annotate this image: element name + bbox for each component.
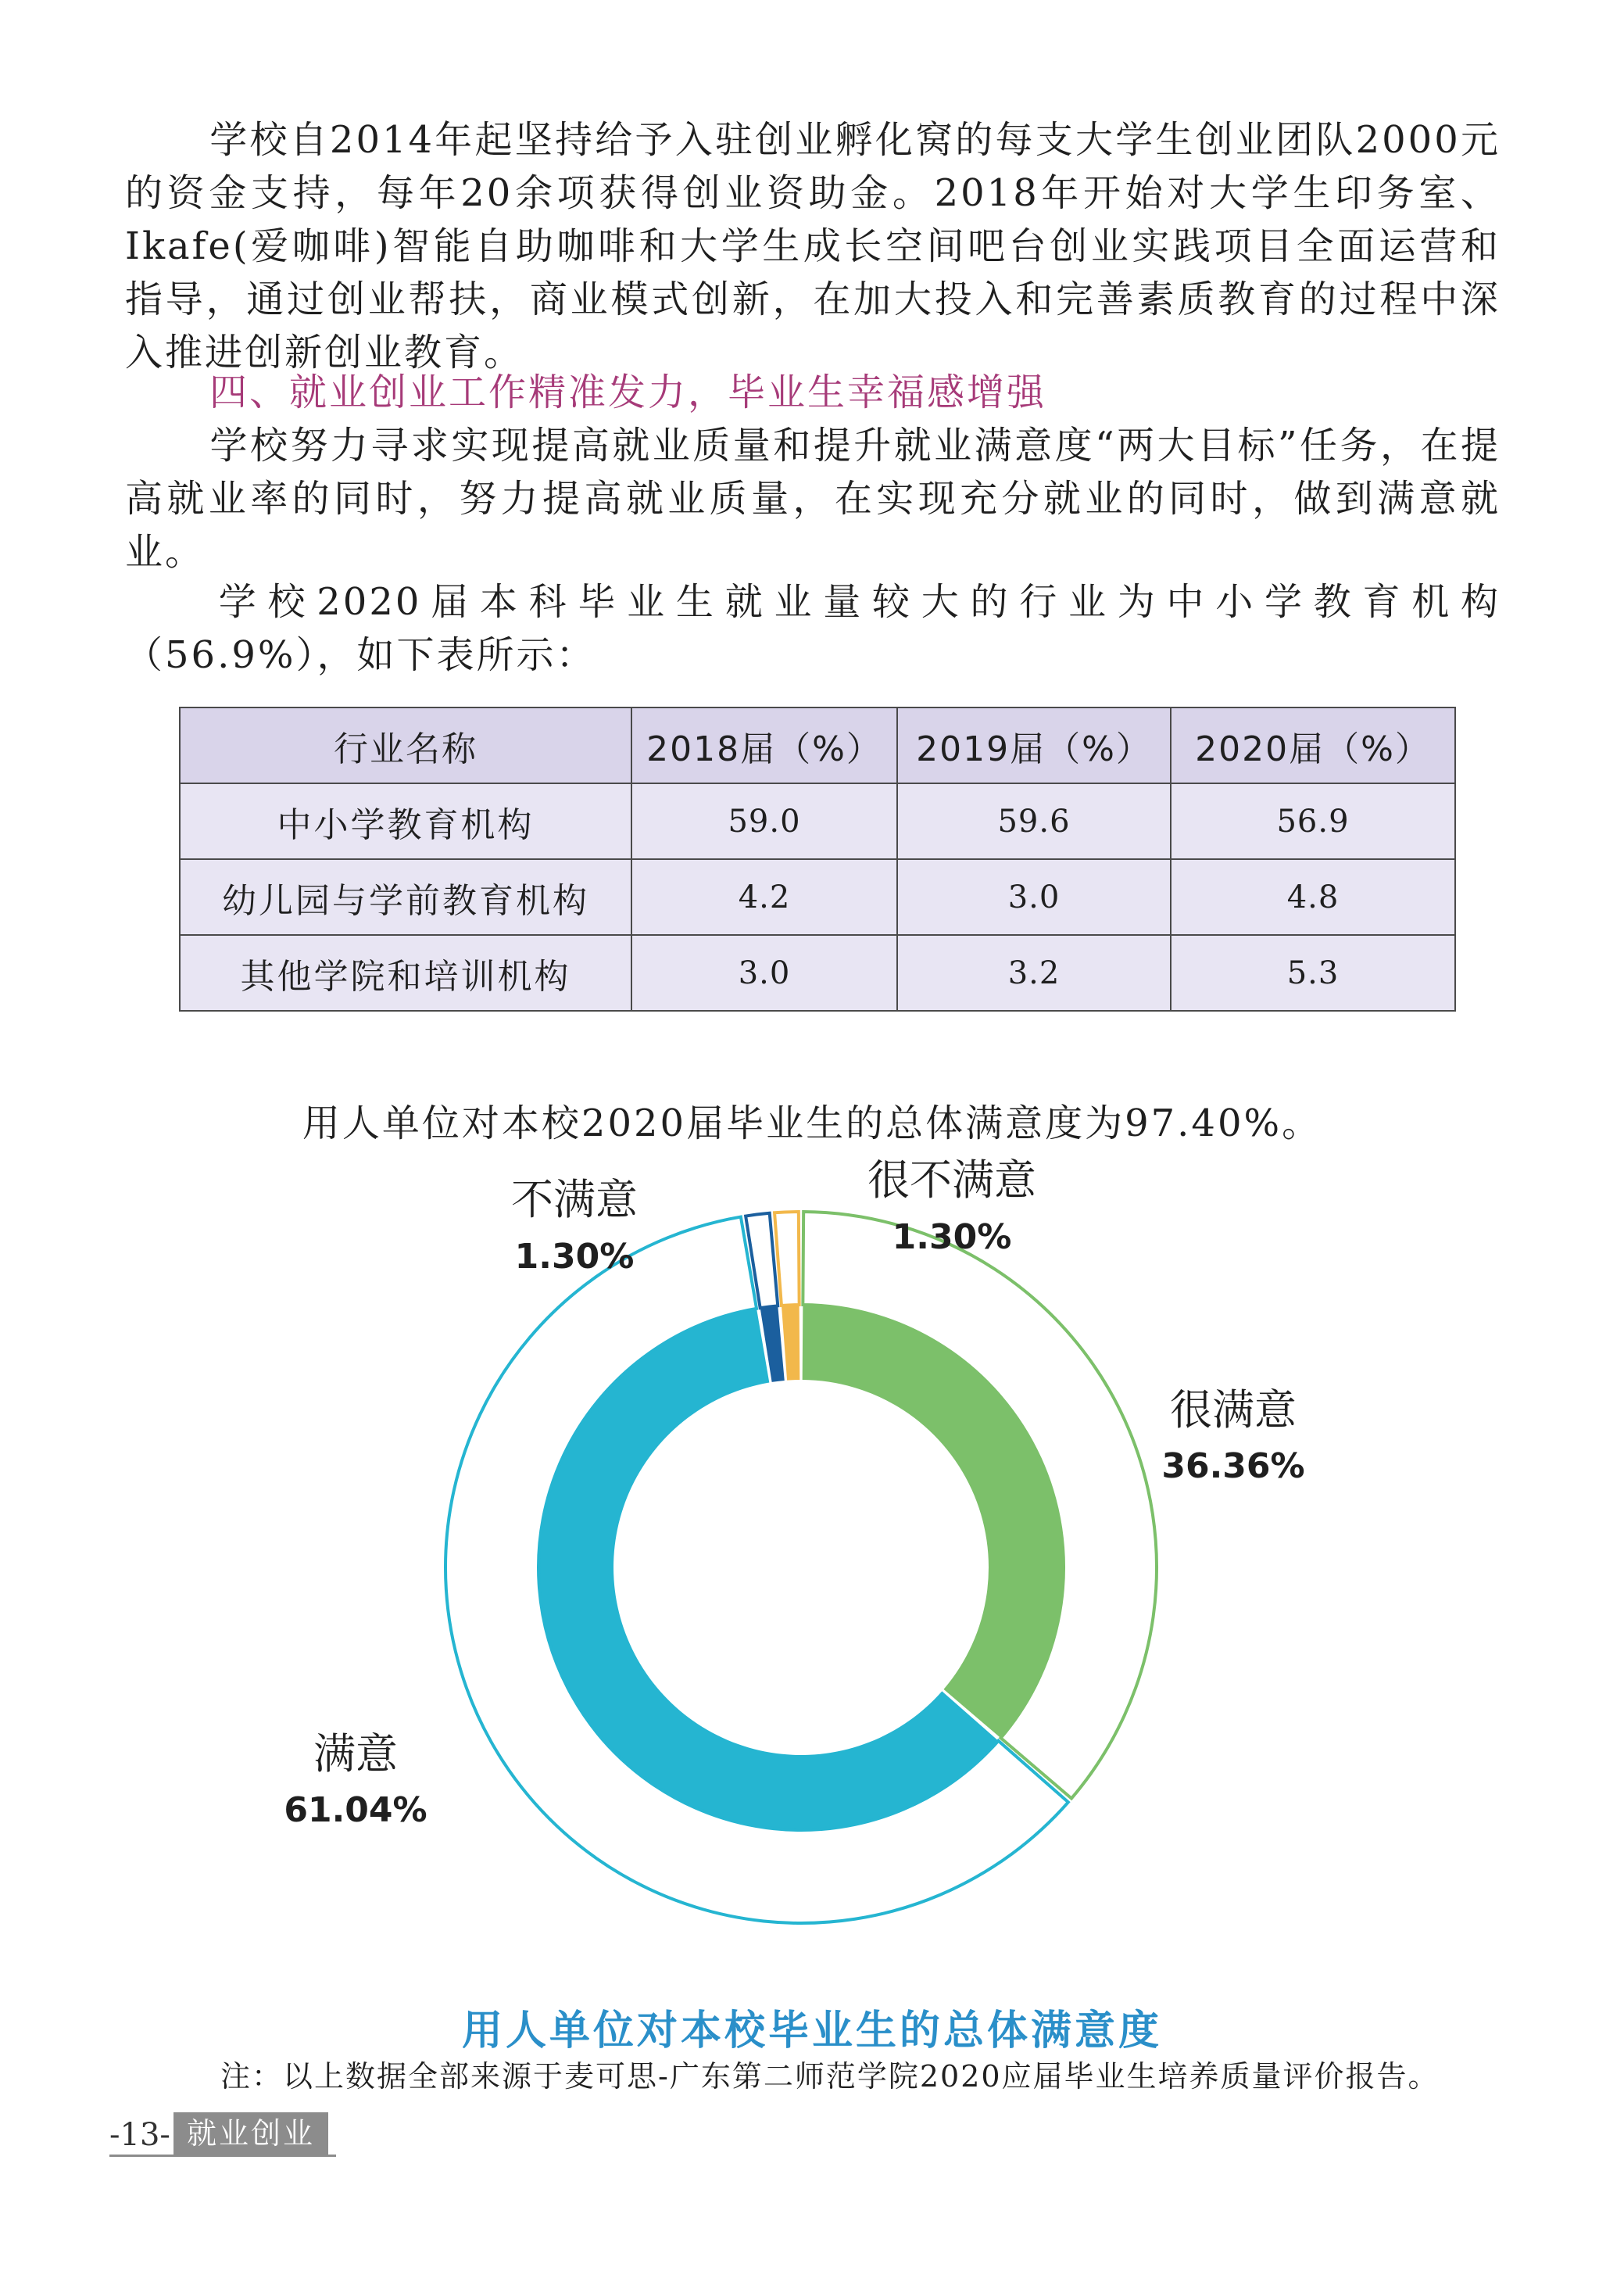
slice-value-dissatisfied: 1.30% <box>514 1237 635 1277</box>
cell-value: 59.0 <box>631 783 897 859</box>
slice-label-satisfied: 满意 <box>313 1729 398 1778</box>
source-note: 注：以上数据全部来源于麦可思-广东第二师范学院2020应届毕业生培养质量评价报告。 <box>220 2059 1440 2094</box>
donut-slice-very-dissatisfied <box>782 1305 799 1381</box>
outline-slice-dissatisfied <box>746 1213 778 1308</box>
footer-divider <box>109 2155 336 2157</box>
cell-value: 4.2 <box>631 859 897 935</box>
cell-industry: 幼儿园与学前教育机构 <box>180 859 631 935</box>
cell-value: 3.0 <box>897 859 1171 935</box>
footer-section-tag: 就业创业 <box>173 2112 328 2155</box>
header-2020: 2020届（%） <box>1171 707 1455 783</box>
cell-value: 56.9 <box>1171 783 1455 859</box>
cell-industry: 其他学院和培训机构 <box>180 935 631 1011</box>
slice-value-very-satisfied: 36.36% <box>1161 1446 1305 1486</box>
paragraph-industry-text: 学校2020届本科毕业生就业量较大的行业为中小学教育机构（56.9%），如下表所示： <box>125 580 1501 677</box>
slice-value-very-dissatisfied: 1.30% <box>892 1217 1012 1257</box>
paragraph-goals-text: 学校努力寻求实现提高就业质量和提升就业满意度“两大目标”任务，在提高就业率的同时，努力提高就业质量，在实现充分就业的同时，做到满意就业。 <box>125 424 1501 574</box>
header-2018: 2018届（%） <box>631 707 897 783</box>
slice-label-very-dissatisfied: 很不满意 <box>867 1155 1036 1205</box>
satisfaction-summary: 用人单位对本校2020届毕业生的总体满意度为97.40%。 <box>302 1101 1322 1145</box>
paragraph-funding-text: 学校自2014年起坚持给予入驻创业孵化窝的每支大学生创业团队2000元的资金支持，每年20余项获得创业资助金。2018年开始对大学生印务室、Ikafe(爱咖啡)智能自助咖啡和大学生成长空间吧台创业实践项目全面运营和指导，通过创业帮扶，商业模式创新，在加大投入和完善素质教育的过程中深入推进创新创业教育。 <box>125 118 1501 374</box>
section-heading: 四、就业创业工作精准发力，毕业生幸福感增强 <box>209 371 1047 414</box>
donut-slice-very-satisfied <box>803 1305 1064 1738</box>
page-number: -13- <box>109 2117 170 2153</box>
header-2019: 2019届（%） <box>897 707 1171 783</box>
cell-value: 3.2 <box>897 935 1171 1011</box>
slice-value-satisfied: 61.04% <box>284 1790 427 1830</box>
cell-value: 3.0 <box>631 935 897 1011</box>
chart-title: 用人单位对本校毕业生的总体满意度 <box>461 2008 1162 2054</box>
header-industry: 行业名称 <box>180 707 631 783</box>
cell-industry: 中小学教育机构 <box>180 783 631 859</box>
cell-value: 4.8 <box>1171 859 1455 935</box>
outline-slice-very-dissatisfied <box>774 1212 799 1306</box>
cell-value: 5.3 <box>1171 935 1455 1011</box>
cell-value: 59.6 <box>897 783 1171 859</box>
slice-label-very-satisfied: 很满意 <box>1170 1385 1297 1435</box>
slice-label-dissatisfied: 不满意 <box>511 1175 638 1224</box>
